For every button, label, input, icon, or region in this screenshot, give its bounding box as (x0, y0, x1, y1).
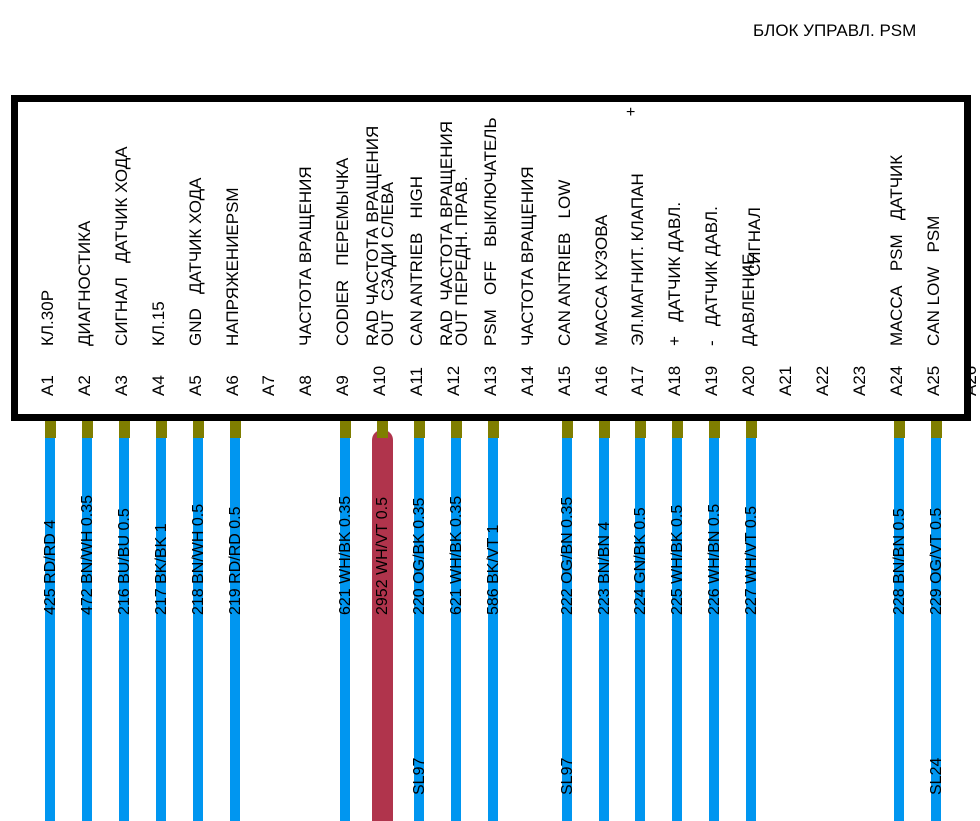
terminal-a10 (377, 421, 388, 438)
pin-label-a19: A19 (702, 365, 722, 396)
pin-function-a2: ДИАГНОСТИКА (74, 220, 94, 346)
wire-label-a16: 223 BN/BN 4 (595, 521, 613, 615)
terminal-a24 (894, 421, 905, 438)
pin-label-a1: A1 (38, 375, 57, 396)
pin-function-a16: МАССА КУЗОВА (591, 214, 611, 346)
wire-label-a13: 586 BK/VT 1 (484, 524, 502, 615)
wire-a24 (894, 434, 904, 821)
pin-label-a26: A26 (960, 365, 980, 396)
terminal-a6 (230, 421, 241, 438)
splice-label-a25: SL24 (927, 757, 945, 795)
pin-label-a13: A13 (480, 365, 500, 396)
wire-label-a1: 425 RD/RD 4 (42, 519, 59, 615)
pin-function-a11: CAN ANTRIEB HIGH (407, 175, 426, 346)
wire-a5 (193, 434, 203, 821)
pin-label-a18: A18 (665, 365, 685, 396)
wire-a2 (82, 434, 92, 821)
wire-label-a4: 217 BK/BK 1 (152, 523, 170, 615)
pin-label-a4: A4 (148, 375, 168, 396)
pin-label-a21: A21 (776, 365, 795, 396)
terminal-a13 (488, 421, 499, 438)
wire-a12 (451, 434, 461, 821)
wire-label-a17: 224 GN/BK 0.5 (632, 507, 650, 615)
terminal-a16 (599, 421, 610, 438)
terminal-a18 (672, 421, 683, 438)
pin-function-a17: ЭЛ.МАГНИТ. КЛАПАН (628, 173, 648, 346)
pin-label-a12: A12 (443, 365, 463, 396)
splice-label-a11: SL97 (411, 757, 428, 795)
wire-a13 (488, 434, 498, 821)
pin-label-a6: A6 (222, 375, 242, 396)
terminal-a15 (562, 421, 573, 438)
pin-function-a12: RAD ЧАСТОТА ВРАЩЕНИЯ OUT ПЕРЕДН. ПРАВ. (436, 120, 471, 346)
pin-function-a15: CAN ANTRIEB LOW (554, 179, 574, 346)
wire-a1 (45, 434, 55, 821)
pin-label-a20: A20 (739, 365, 759, 396)
pin-label-a9: A9 (333, 375, 353, 396)
pin-label-a16: A16 (591, 365, 611, 396)
wire-label-a9: 621 WH/BK 0.35 (337, 495, 355, 615)
pin-function-a5: GND ДАТЧИК ХОДА (185, 177, 205, 346)
terminal-a25 (931, 421, 942, 438)
pin-function-a25: CAN LOW PSM (923, 215, 943, 346)
wire-label-a2: 472 BN/WH 0.35 (78, 494, 96, 615)
pin-label-a22: A22 (812, 365, 832, 396)
wire-label-a19: 226 WH/BN 0.5 (706, 503, 724, 615)
wire-label-a15: 222 OG/BN 0.35 (558, 496, 576, 615)
pin-label-a23: A23 (849, 365, 869, 396)
pin-function-a13: PSM OFF ВЫКЛЮЧАТЕЛЬ (480, 117, 500, 346)
wire-a16 (599, 434, 609, 821)
wire-a20 (746, 434, 756, 821)
pin-function-a14: ЧАСТОТА ВРАЩЕНИЯ (517, 166, 537, 346)
terminal-a19 (709, 421, 720, 438)
wire-a6 (230, 434, 240, 821)
terminal-a17 (635, 421, 646, 438)
wire-a3 (119, 434, 129, 821)
pin-label-a14: A14 (517, 365, 537, 396)
pin-function-a24: МАССА PSM ДАТЧИК (886, 154, 906, 346)
pin-function-a8: ЧАСТОТА ВРАЩЕНИЯ (296, 166, 316, 346)
wire-a4 (156, 434, 166, 821)
wire-label-a25: 229 OG/VT 0.5 (927, 507, 945, 615)
pin-label-a25: A25 (923, 365, 943, 396)
pin-label-a17: A17 (628, 365, 648, 396)
wire-label-a10: 2952 WH/VT 0.5 (374, 497, 392, 615)
pin-label-a8: A8 (296, 375, 316, 396)
wire-a18 (672, 434, 682, 821)
terminal-a11 (414, 421, 425, 438)
signal-label: СИГНАЛ (745, 207, 765, 276)
terminal-a3 (119, 421, 130, 438)
pin-function-a19: - ДАТЧИК ДАВЛ. (702, 206, 722, 346)
pin-function-a20: ДАВЛЕНИЕ (739, 253, 759, 346)
wire-label-a5: 218 BN/WH 0.5 (189, 503, 207, 615)
pin-function-a1: КЛ.30Р (38, 289, 57, 346)
wire-a19 (709, 434, 719, 821)
pin-function-a4: КЛ.15 (148, 301, 168, 346)
plus-label: + (626, 104, 636, 121)
splice-label-a15: SL97 (558, 757, 576, 795)
pin-label-a10: A10 (370, 365, 390, 396)
wire-label-a20: 227 WH/VT 0.5 (743, 505, 761, 615)
pin-label-a5: A5 (185, 375, 205, 396)
pin-label-a2: A2 (74, 375, 94, 396)
pin-function-a18: + ДАТЧИК ДАВЛ. (665, 201, 685, 346)
terminal-a5 (193, 421, 204, 438)
terminal-a12 (451, 421, 462, 438)
pin-function-a9: CODIER ПЕРЕМЫЧКА (333, 157, 353, 346)
wire-label-a11: 220 OG/BK 0.35 (411, 497, 428, 615)
wire-a10 (372, 430, 393, 821)
terminal-a20 (746, 421, 757, 438)
wire-label-a18: 225 WH/BK 0.5 (669, 504, 687, 615)
terminal-a4 (156, 421, 167, 438)
pin-label-a3: A3 (111, 375, 131, 396)
wire-label-a6: 219 RD/RD 0.5 (226, 506, 244, 615)
terminal-a2 (82, 421, 93, 438)
terminal-a1 (45, 421, 56, 438)
pin-function-a3: СИГНАЛ ДАТЧИК ХОДА (111, 146, 131, 346)
pin-function-a10: RAD ЧАСТОТА ВРАЩЕНИЯ OUT СЗАДИ СЛЕВА (363, 125, 398, 346)
wire-label-a12: 621 WH/BK 0.35 (447, 495, 465, 615)
terminal-a9 (340, 421, 351, 438)
diagram-title: БЛОК УПРАВЛ. PSM (753, 21, 917, 40)
pin-label-a24: A24 (886, 365, 906, 396)
pin-label-a11: A11 (407, 367, 426, 396)
pin-function-a6: НАПРЯЖЕНИЕPSM (222, 187, 242, 346)
pin-label-a15: A15 (554, 365, 574, 396)
wire-label-a3: 216 BU/BU 0.5 (115, 508, 133, 615)
wire-a17 (635, 434, 645, 821)
wire-label-a24: 228 BN/BN 0.5 (890, 508, 908, 615)
wire-a9 (340, 434, 350, 821)
pin-label-a7: A7 (259, 375, 279, 396)
